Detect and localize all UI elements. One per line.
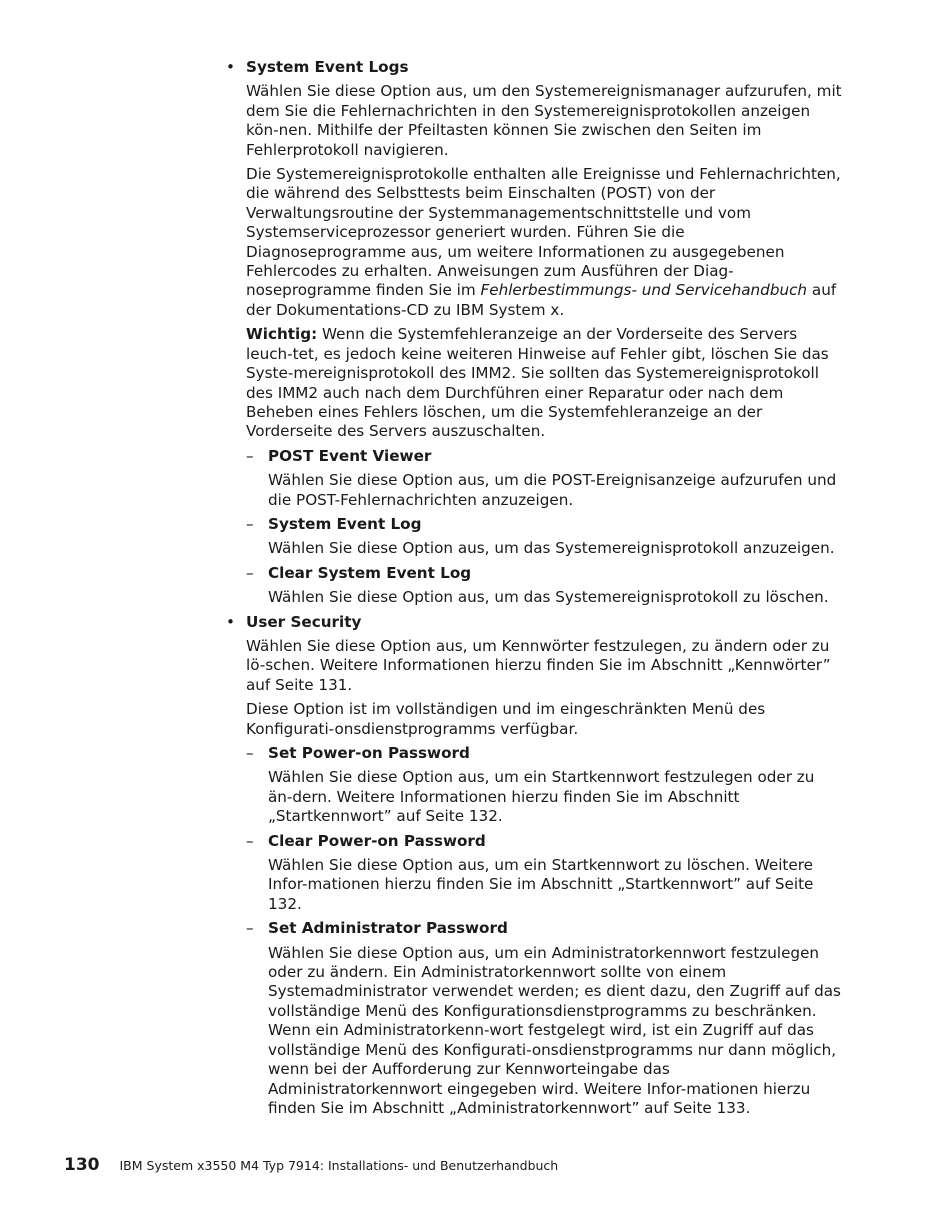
paragraph: Wählen Sie diese Option aus, um das Systemereignisprotokoll zu löschen.	[268, 588, 829, 607]
section-system-event-logs	[222, 58, 842, 608]
subsection-title: Clear Power-on Password	[268, 831, 486, 850]
important-note	[246, 325, 842, 441]
page-footer	[64, 1155, 558, 1175]
section-title: User Security	[246, 612, 362, 631]
paragraph: Wählen Sie diese Option aus, um die POST-Ereignisanzeige aufzurufen und die POST-Fehlernachrichten anzuzeigen.	[268, 471, 837, 509]
bullet-icon: •	[226, 58, 235, 76]
text-run: Die Systemereignisprotokolle enthalten alle Ereignisse und Fehlernachrichten, die während des Selbsttests beim Einschalten (POST) von der Verwaltungsroutine der Systemmanagementschnittstelle und vom Systemserviceprozessor generiert wurden. Führen Sie die Diagnoseprogramme aus, um weitere Informationen zu ausgegebenen Fehlercodes zu erhalten. Anweisungen zum Ausführen der Diag-noseprogramme finden Sie im	[246, 165, 841, 300]
paragraph: Diese Option ist im vollständigen und im eingeschränkten Menü des Konfigurati-onsdienstprogramms verfügbar.	[246, 700, 766, 738]
bullet-icon: •	[226, 612, 235, 631]
dash-icon: –	[246, 563, 254, 582]
subsection-set-administrator-password	[246, 919, 842, 1118]
subsection-system-event-log	[246, 515, 842, 559]
note-label: Wichtig:	[246, 325, 318, 344]
subsection-post-event-viewer	[246, 447, 842, 510]
page-number: 130	[64, 1155, 100, 1175]
subsection-set-power-on-password	[246, 744, 842, 827]
dash-icon: –	[246, 919, 254, 938]
text-run: auf der Dokumentations-CD zu IBM System x.	[246, 281, 837, 319]
book-title: Fehlerbestimmungs- und Servicehandbuch	[480, 281, 808, 300]
dash-icon: –	[246, 514, 254, 533]
section-user-security	[222, 613, 842, 1119]
section-title: System Event Logs	[246, 58, 409, 76]
paragraph: Wählen Sie diese Option aus, um Kennwörter festzulegen, zu ändern oder zu lö-schen. Weitere Informationen hierzu finden Sie im Abschnitt „Kennwörter” auf Seite 131.	[246, 636, 831, 694]
page-content	[222, 58, 842, 1123]
paragraph: Wählen Sie diese Option aus, um ein Startkennwort festzulegen oder zu än-dern. Weitere Informationen hierzu finden Sie im Abschnitt „Startkennwort” auf Seite 132.	[268, 768, 815, 826]
subsection-title: Clear System Event Log	[268, 563, 472, 582]
paragraph	[246, 165, 842, 320]
dash-icon: –	[246, 446, 254, 465]
subsection-title: POST Event Viewer	[268, 446, 432, 465]
paragraph: Wählen Sie diese Option aus, um den Systemereignismanager aufzurufen, mit dem Sie die Fehlernachrichten in den Systemereignisprotokollen anzeigen kön-nen. Mithilfe der Pfeiltasten können Sie zwischen den Seiten im Fehlerprotokoll navigieren.	[246, 82, 842, 159]
subsection-title: Set Administrator Password	[268, 919, 508, 938]
subsection-title: System Event Log	[268, 514, 422, 533]
paragraph: Wählen Sie diese Option aus, um ein Startkennwort zu löschen. Weitere Infor-mationen hierzu finden Sie im Abschnitt „Startkennwort” auf Seite 132.	[268, 856, 814, 913]
subsection-title: Set Power-on Password	[268, 744, 470, 762]
subsection-clear-system-event-log	[246, 564, 842, 608]
dash-icon: –	[246, 744, 254, 762]
subsection-clear-power-on-password	[246, 832, 842, 915]
paragraph: Wählen Sie diese Option aus, um das Systemereignisprotokoll anzuzeigen.	[268, 539, 835, 558]
note-text: Wenn die Systemfehleranzeige an der Vorderseite des Servers leuch-tet, es jedoch keine weiteren Hinweise auf Fehler gibt, löschen Sie das Syste-mereignisprotokoll des IMM2. Sie sollten das Systemereignisprotokoll des IMM2 auch nach dem Durchführen einer Reparatur oder nach dem Beheben eines Fehlers löschen, um die Systemfehleranzeige an der Vorderseite des Servers auszuschalten.	[246, 325, 829, 441]
dash-icon: –	[246, 831, 254, 850]
paragraph: Wählen Sie diese Option aus, um ein Administratorkennwort festzulegen oder zu ändern. Ein Administratorkennwort sollte von einem Systemadministrator verwendet werden; es dient dazu, den Zugriff auf das vollständige Menü des Konfigurationsdienstprogramms zu beschränken. Wenn ein Administratorkenn-wort festgelegt wird, ist ein Zugriff auf das vollständige Menü des Konfigurati-onsdienstprogramms nur dann möglich, wenn bei der Aufforderung zur Kennworteingabe das Administratorkennwort eingegeben wird. Weitere Infor-mationen hierzu finden Sie im Abschnitt „Administratorkennwort” auf Seite 133.	[268, 943, 841, 1117]
document-title: IBM System x3550 M4 Typ 7914: Installations- und Benutzerhandbuch	[119, 1158, 559, 1173]
